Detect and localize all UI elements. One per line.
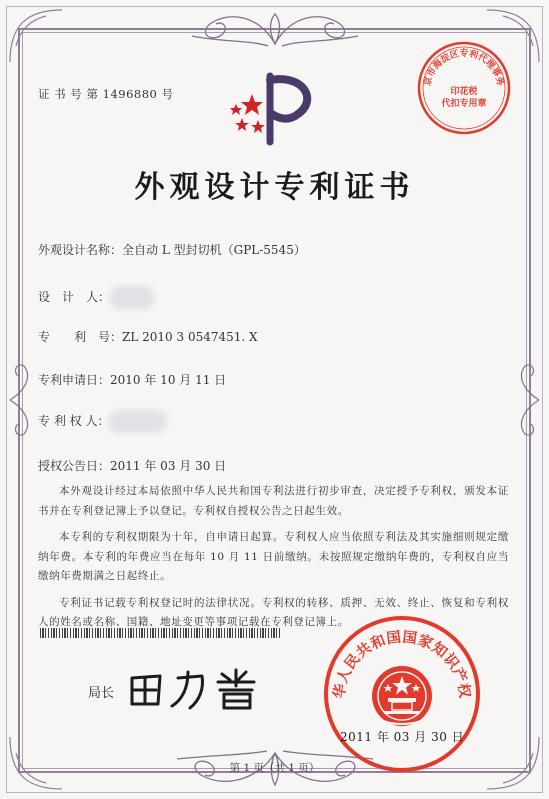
grant-date-row bbox=[38, 457, 226, 474]
design-name-value: 全自动 L 型封切机（GPL-5545） bbox=[122, 243, 306, 257]
certificate-body bbox=[38, 482, 509, 633]
top-ornament bbox=[190, 6, 360, 48]
patent-number-label: 专 利 号： bbox=[38, 330, 123, 344]
cnipa-logo bbox=[222, 70, 322, 148]
seal-text: 华人民共和国国家知识产权 bbox=[331, 629, 473, 700]
designer-label: 设 计 人： bbox=[38, 290, 111, 304]
right-ornament bbox=[507, 360, 543, 440]
design-name-label: 外观设计名称： bbox=[38, 243, 123, 257]
patentee-label: 专 利 权 人： bbox=[38, 414, 110, 428]
body-paragraph-1: 本外观设计经过本局依照中华人民共和国专利法进行初步审查，决定授予专利权，颁发本证书并在专利登记簿上予以登记。专利权自授权公告之日起生效。 bbox=[38, 485, 509, 517]
agency-stamp bbox=[416, 40, 512, 136]
filing-date-label: 专利申请日： bbox=[38, 373, 111, 387]
designer-row bbox=[38, 288, 150, 305]
certificate-number: 证 书 号 第 1496880 号 bbox=[38, 87, 174, 101]
national-emblem bbox=[372, 666, 432, 726]
design-name-row bbox=[38, 241, 306, 258]
grant-date-value: 2011 年 03 月 30 日 bbox=[110, 459, 227, 473]
corner-ornament-top-left bbox=[6, 6, 66, 66]
filing-date-row bbox=[38, 371, 226, 388]
body-paragraph-3: 专利证书记载专利权登记时的法律状况。专利权的转移、质押、无效、终止、恢复和专利权人的姓名或名称、国籍、地址变更等事项记载在专利登记簿上。 bbox=[38, 596, 509, 628]
agency-stamp-line1: 印花税 bbox=[450, 87, 478, 97]
agency-stamp-ring-text: 京市海淀区专利代理事务 bbox=[423, 48, 505, 87]
patentee-redacted bbox=[113, 414, 163, 429]
patent-number-value: ZL 2010 3 0547451. X bbox=[122, 330, 258, 344]
seal-date: 2011 年 03 月 30 日 bbox=[340, 730, 465, 744]
director-label: 局长 bbox=[88, 686, 115, 701]
barcode bbox=[40, 628, 280, 638]
page-number: 第 1 页（共 1 页） bbox=[229, 762, 320, 774]
grant-date-label: 授权公告日： bbox=[38, 459, 111, 473]
patentee-row bbox=[38, 412, 163, 429]
left-ornament bbox=[6, 360, 42, 440]
director-signature bbox=[126, 664, 266, 712]
body-paragraph-2: 本专利的专利权期限为十年，自申请日起算。专利权人应当依照专利法及其实施细则规定缴纳年费。本专利的年费应当在每年 10 月 11 日前缴纳。未按照规定缴纳年费的，专利权自应当缴纳年费期满之日起终止。 bbox=[38, 531, 509, 582]
certificate-title: 外观设计专利证书 bbox=[134, 170, 415, 205]
designer-redacted bbox=[114, 290, 150, 305]
official-seal bbox=[322, 614, 482, 774]
filing-date-value: 2010 年 10 月 11 日 bbox=[110, 373, 227, 387]
patent-number-row bbox=[38, 328, 258, 345]
agency-stamp-line2: 代扣专用章 bbox=[441, 99, 487, 109]
